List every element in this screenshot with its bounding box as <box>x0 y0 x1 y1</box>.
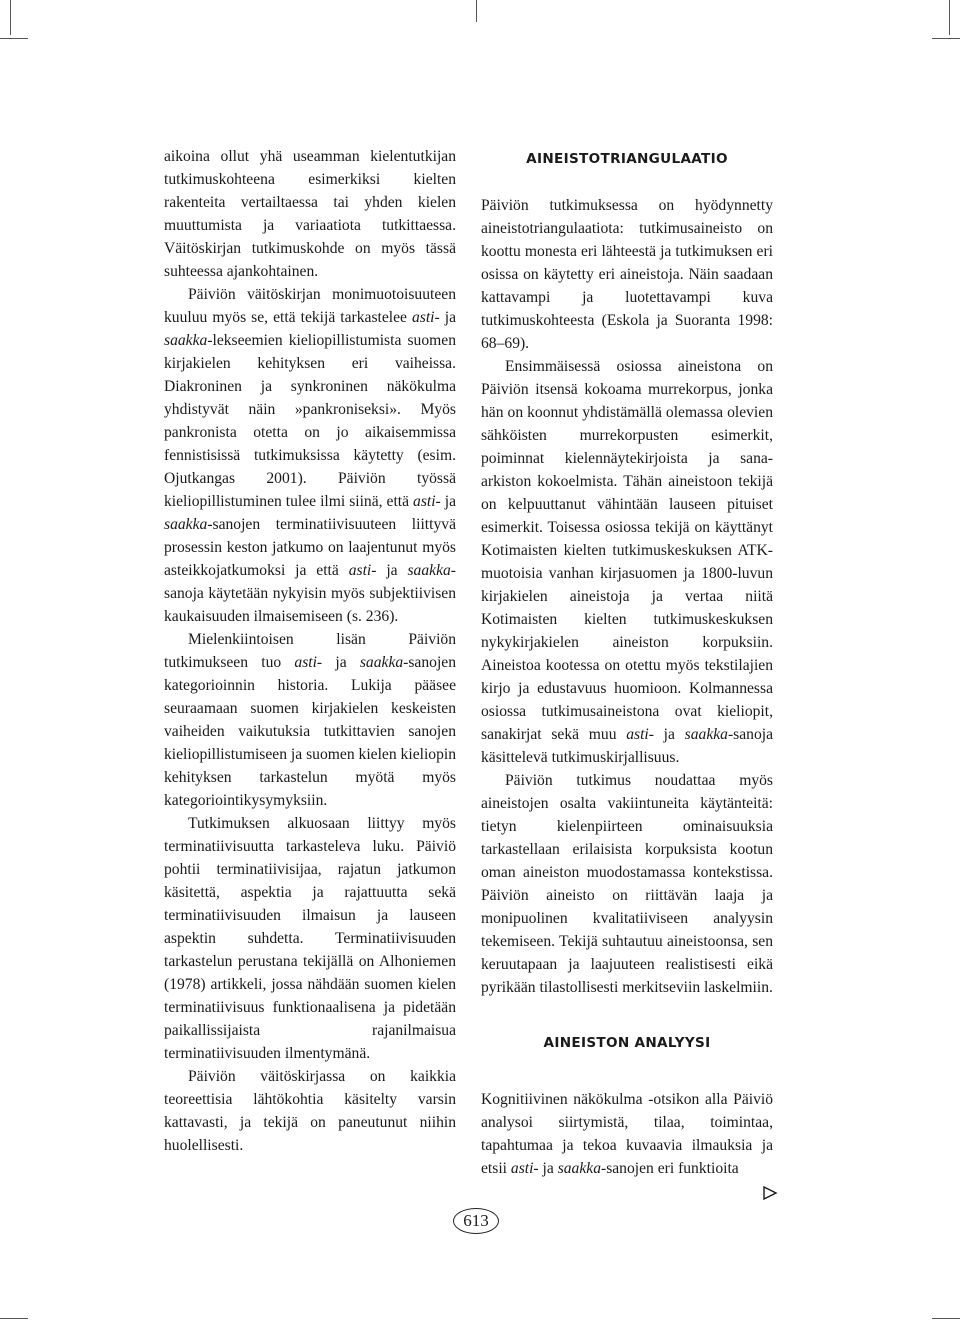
left-paragraph-3: Mielenkiintoisen lisän Päiviön tutkimukseen tuo asti- ja saakka-sanojen kategorioinnin historia. Lukija pääsee seuraamaan suomen kirjakielen keskeisten vaiheiden vaikutuksia tutkittavien sanojen kieliopillistumiseen ja suomen kielen kieliopin kehityksen tarkastelun myötä myös kategoriointikysymyksiin. <box>164 631 456 809</box>
crop-mark-top-left-v <box>10 0 11 35</box>
left-paragraph-2: Päiviön väitöskirjan monimuotoisuuteen kuuluu myös se, että tekijä tarkastelee asti- ja saakka-lekseemien kieliopillistumista suomen kirjakielen kehityksen eri vaiheissa. Diakroninen ja synkroninen näkökulma yhdistyvät näin »pankroniseksi». Myös pankronista otetta on jo aikaisemmissa fennistisissä tutkimuksissa käytetty (esim. Ojutkangas 2001). Päiviön työssä kieliopillistuminen tulee ilmi siinä, että asti- ja saakka-sanojen terminatiivisuuteen liittyvä prosessin keston jatkumo on laajentunut myös asteikkojatkumoksi ja että asti- ja saakka-sanoja käytetään nykyisin myös subjektiivisen kaukaisuuden ilmaisemiseen (s. 236). <box>164 286 457 625</box>
right-paragraph-3: Päiviön tutkimus noudattaa myös aineistojen osalta vakiintuneita käytänteitä: tietyn kielenpiirteen ominaisuuksia tarkastellaan erilaisista korpuksista kootun oman aineiston muodostamassa kontekstissa. Päiviön aineisto on riittävän laaja ja monipuolinen kvalitatiiviseen analyysin tekemiseen. Tekijä suhtautuu aineistoonsa, sen keruutapaan ja laajuuteen realistisesti eikä pyrikään tilastollisesti merkitseviin laskelmiin. <box>481 772 773 996</box>
section-heading-aineistotriangulaatio: AINEISTOTRIANGULAATIO <box>526 151 728 167</box>
left-paragraph-1: aikoina ollut yhä useamman kielentutkijan tutkimuskohteena esimerkiksi kielten rakenteita vertailtaessa tai yhden kielen muuttumista ja variaatiota tutkittaessa. Väitöskirjan tutkimuskohde on myös tässä suhteessa ajankohtainen. <box>164 148 456 280</box>
section-heading-aineiston-analyysi: AINEISTON ANALYYSI <box>543 1035 711 1051</box>
right-paragraph-2: Ensimmäisessä osiossa aineistona on Päiviön itsensä kokoama murrekorpus, jonka hän on koonnut yhdistämällä olemassa olevien sähköisten murrekorpusten esimerkit, poiminnat kielennäytekirjoista ja sana-arkiston kokoelmista. Tähän aineistoon tekijä on kelpuuttanut vähintään lauseen pituiset esimerkit. Toisessa osiossa tekijä on käyttänyt Kotimaisten kielten tutkimuskeskuksen ATK-muotoisia vanhan kirjasuomen ja 1800-luvun kirjakielen aineistoja ja vertaa niitä Kotimaisten kielten tutkimuskeskuksen nykykirjakielen aineiston korpuksiin. Aineistoa kootessa on otettu myös tekstilajien kirjo ja edustavuus huomioon. Kolmannessa osiossa tutkimusaineistona ovat kieliopit, sanakirjat sekä muu asti- ja saakka-sanoja käsittelevä tutkimuskirjallisuus. <box>481 358 773 766</box>
crop-mark-bottom-left-h <box>0 1318 28 1319</box>
right-paragraph-1: Päiviön tutkimuksessa on hyödynnetty aineistotriangulaatiota: tutkimusaineisto on koottu monesta eri lähteestä ja tutkimuksen eri osissa on käytetty eri aineistoja. Näin saadaan kattavampi ja luotettavampi kuva tutkimuskohteesta (Eskola ja Suoranta 1998: 68–69). <box>481 197 773 352</box>
crop-mark-top-center-v <box>476 0 477 22</box>
crop-mark-top-left-h <box>0 38 28 39</box>
right-paragraph-4: Kognitiivinen näkökulma -otsikon alla Päiviö analysoi siirtymistä, tilaa, toimintaa, tapahtumaa ja tekoa kuvaavia ilmauksia ja etsii asti- ja saakka-sanojen eri funktioita <box>481 1091 773 1177</box>
page-number: 613 <box>453 1208 499 1234</box>
right-column <box>481 145 773 1180</box>
left-paragraph-4: Tutkimuksen alkuosaan liittyy myös terminatiivisuutta tarkasteleva luku. Päiviö pohtii terminatiivisijaa, rajatun jatkumon käsitettä, aspektia ja rajattuutta sekä terminatiivisuuden ilmaisun ja lauseen aspektin suhdetta. Terminatiivisuuden tarkastelun perustana tekijällä on Alhoniemen (1978) artikkeli, jossa nähdään suomen kielen terminatiivisuus funktionaalisena ja pidetään paikallissijaista rajanilmaisua terminatiivisuuden ilmentymänä. <box>164 815 456 1062</box>
left-column <box>164 145 456 1157</box>
crop-mark-top-right-h <box>932 38 960 39</box>
continue-triangle-icon <box>762 1186 778 1200</box>
crop-mark-bottom-right-h <box>932 1318 960 1319</box>
crop-mark-top-right-v <box>949 0 950 35</box>
left-paragraph-5: Päiviön väitöskirjassa on kaikkia teoreettisia lähtökohtia käsitelty varsin kattavasti, ja tekijä on paneutunut niihin huolellisesti. <box>164 1068 456 1154</box>
